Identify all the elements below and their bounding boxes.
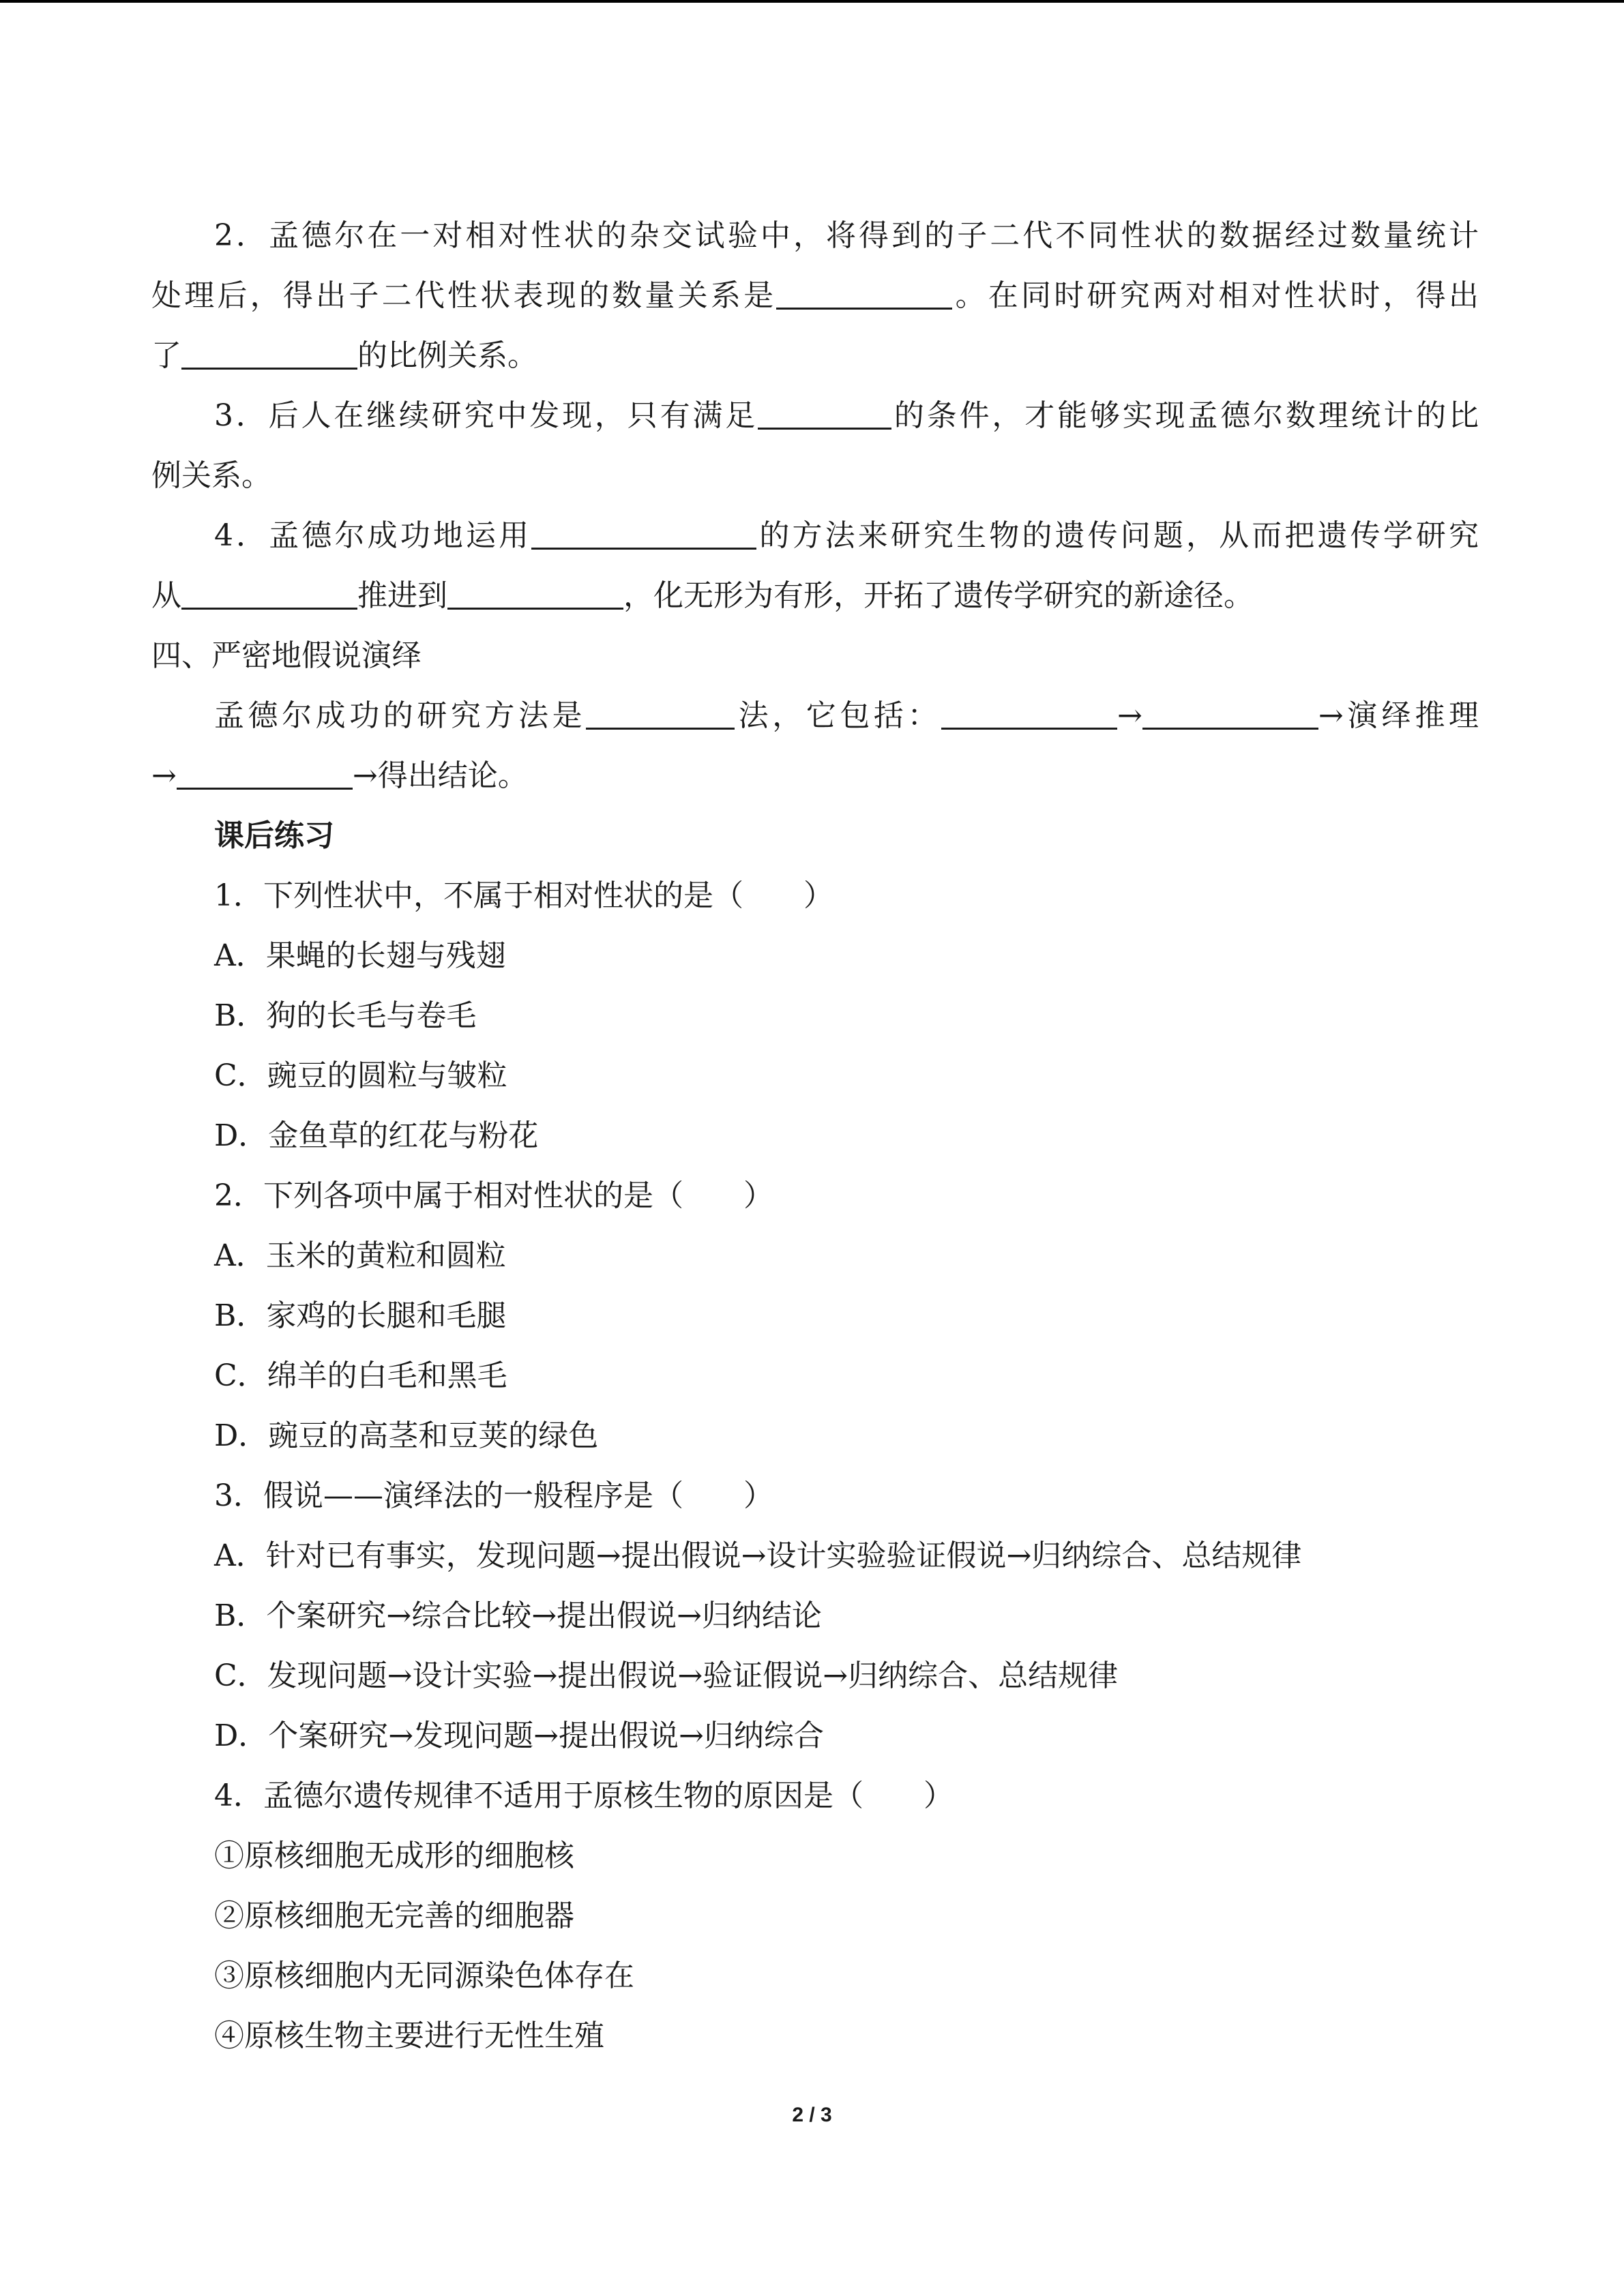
q3-text-2: 例关系。 [151, 458, 271, 493]
q2-stem: 2．下列各项中属于相对性状的是（ ） [214, 1178, 773, 1213]
page-top-border [0, 0, 1624, 3]
q4-text-2a: 从 [151, 578, 181, 613]
q3-text-1a: 3．后人在继续研究中发现，只有满足 [214, 398, 758, 433]
q3-blank-1[interactable] [758, 398, 891, 430]
option-item[interactable] [214, 1536, 1479, 1577]
q3-line-1 [214, 396, 1479, 436]
q2-option-d: D．豌豆的高茎和豆荚的绿色 [214, 1418, 599, 1453]
q4-text-1b: 的方法来研究生物的遗传问题，从而把遗传学研究 [756, 518, 1479, 553]
q4-stem: 4．孟德尔遗传规律不适用于原核生物的原因是（ ） [214, 1778, 954, 1813]
q2-text-2b: 。在同时研究两对相对性状时，得出 [952, 278, 1479, 313]
q2-option-b: B．家鸡的长腿和毛腿 [214, 1298, 507, 1333]
q4-option-3: ③原核细胞内无同源染色体存在 [214, 1958, 634, 1993]
q2-line-1 [214, 215, 1479, 256]
method-line-2 [151, 756, 1479, 796]
q2-blank-2[interactable] [181, 338, 357, 370]
q4-blank-3[interactable] [447, 578, 623, 610]
option-item[interactable] [214, 1596, 1479, 1637]
method-text-2a: → [151, 758, 177, 793]
q3-line-2 [151, 456, 1479, 496]
q4-option-1: ①原核细胞无成形的细胞核 [214, 1838, 574, 1873]
exercises-heading [214, 816, 1479, 856]
q1-option-c: C．豌豆的圆粒与皱粒 [214, 1058, 507, 1093]
option-item[interactable] [214, 1716, 1479, 1757]
method-blank-3[interactable] [1142, 698, 1318, 730]
option-item[interactable] [214, 1656, 1479, 1697]
option-item[interactable] [214, 1356, 1479, 1397]
option-item[interactable] [214, 1416, 1479, 1457]
q4-line-2 [151, 576, 1479, 616]
q2-text-3a: 了 [151, 338, 181, 373]
q2-text-3b: 的比例关系。 [357, 338, 537, 373]
option-item[interactable] [214, 1896, 1479, 1937]
option-item[interactable] [214, 1056, 1479, 1097]
arrow-icon: → [1117, 698, 1142, 733]
q1-stem: 1．下列性状中，不属于相对性状的是（ ） [214, 878, 833, 913]
q4-option-4: ④原核生物主要进行无性生殖 [214, 2018, 604, 2053]
method-text-2b: →得出结论。 [352, 758, 528, 793]
q2-text-2a: 处理后，得出子二代性状表现的数量关系是 [151, 278, 777, 313]
method-text-1a: 孟德尔成功的研究方法是 [214, 698, 587, 733]
page-number: 2 / 3 [792, 2104, 832, 2126]
method-text-1c: →演绎推理 [1318, 698, 1479, 733]
question-stem [214, 1176, 1479, 1217]
method-blank-2[interactable] [941, 698, 1117, 730]
q1-option-a: A．果蝇的长翅与残翅 [214, 938, 506, 973]
q3-option-b: B．个案研究→综合比较→提出假说→归纳结论 [214, 1598, 822, 1633]
q1-option-b: B．狗的长毛与卷毛 [214, 998, 477, 1033]
method-blank-1[interactable] [586, 698, 735, 730]
q4-option-2: ②原核细胞无完善的细胞器 [214, 1898, 574, 1933]
option-item[interactable] [214, 936, 1479, 976]
option-item[interactable] [214, 996, 1479, 1037]
q3-option-a: A．针对已有事实，发现问题→提出假说→设计实验验证假说→归纳综合、总结规律 [214, 1538, 1302, 1573]
method-text-1b: 法，它包括： [735, 698, 942, 733]
q4-text-2b: 推进到 [357, 578, 447, 613]
option-item[interactable] [214, 1236, 1479, 1277]
exercises-heading-text: 课后练习 [214, 818, 334, 853]
q3-option-c: C．发现问题→设计实验→提出假说→验证假说→归纳综合、总结规律 [214, 1658, 1119, 1693]
q2-blank-1[interactable] [776, 278, 952, 310]
q3-text-1b: 的条件，才能够实现孟德尔数理统计的比 [891, 398, 1479, 433]
option-item[interactable] [214, 1296, 1479, 1337]
q2-option-c: C．绵羊的白毛和黑毛 [214, 1358, 507, 1393]
method-line-1 [214, 696, 1479, 736]
q2-text-1: 2．孟德尔在一对相对性状的杂交试验中，将得到的子二代不同性状的数据经过数量统计 [214, 218, 1479, 253]
option-item[interactable] [214, 1836, 1479, 1877]
q2-line-2 [151, 275, 1479, 316]
method-blank-4[interactable] [177, 758, 353, 790]
section-4-heading-text: 四、严密地假说演绎 [151, 638, 422, 673]
option-item[interactable] [214, 1956, 1479, 1997]
q4-blank-2[interactable] [181, 578, 357, 610]
option-item[interactable] [214, 1116, 1479, 1157]
q3-stem: 3．假说——演绎法的一般程序是（ ） [214, 1478, 773, 1513]
q2-option-a: A．玉米的黄粒和圆粒 [214, 1238, 506, 1273]
option-item[interactable] [214, 2016, 1479, 2057]
q4-text-1a: 4．孟德尔成功地运用 [214, 518, 532, 553]
q1-option-d: D．金鱼草的红花与粉花 [214, 1118, 539, 1153]
q4-line-1 [214, 516, 1479, 556]
question-stem [214, 876, 1479, 916]
q3-option-d: D．个案研究→发现问题→提出假说→归纳综合 [214, 1718, 824, 1753]
section-4-heading [151, 636, 1479, 676]
q4-blank-1[interactable] [531, 518, 756, 550]
question-stem [214, 1776, 1479, 1817]
q2-line-3 [151, 336, 1479, 376]
question-stem [214, 1476, 1479, 1517]
q4-text-2c: ，化无形为有形，开拓了遗传学研究的新途径。 [623, 578, 1254, 613]
